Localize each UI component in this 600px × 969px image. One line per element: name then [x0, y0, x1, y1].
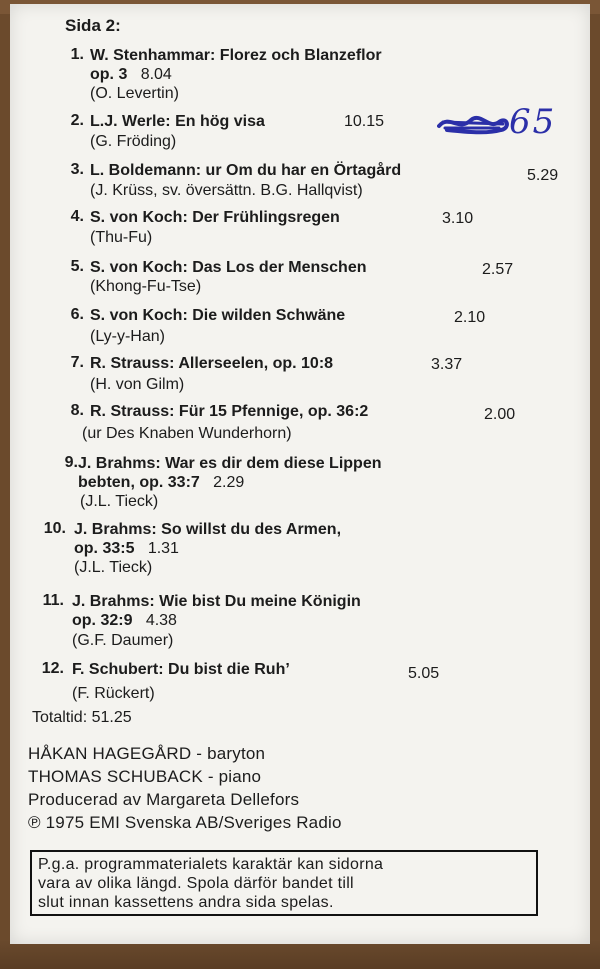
track-title: R. Strauss: Für 15 Pfennige, op. 36:2 — [90, 403, 369, 420]
track-poet: (ur Des Knaben Wunderhorn) — [82, 425, 292, 442]
track-poet: (G. Fröding) — [90, 133, 177, 150]
track-number: 6. — [70, 306, 84, 323]
track-number: 5. — [70, 258, 84, 275]
track-poet: (F. Rückert) — [72, 685, 155, 702]
track-duration: 5.05 — [408, 665, 440, 682]
track-duration: 8.04 — [140, 66, 172, 83]
track-poet: (J. Krüss, sv. översättn. B.G. Hallqvist) — [90, 182, 363, 199]
track-title: L. Boldemann: ur Om du har en Örtagård — [90, 162, 402, 179]
handwritten-price-annotation — [437, 102, 577, 146]
notice-line: P.g.a. programmaterialets karaktär kan sidorna — [38, 856, 384, 873]
track-opus: op. 32:9 — [72, 612, 133, 629]
handwritten-price: 65 — [509, 102, 557, 142]
track-number: 1. — [70, 46, 84, 63]
notice-line: vara av olika längd. Spola därför bandet till — [38, 875, 354, 892]
track-title: S. von Koch: Der Frühlingsregen — [90, 209, 340, 226]
track-duration: 4.38 — [145, 612, 177, 629]
track-poet: (Khong-Fu-Tse) — [90, 278, 202, 295]
track-title: J. Brahms: So willst du des Armen, — [74, 521, 342, 538]
copyright-line: ℗ 1975 EMI Svenska AB/Sveriges Radio — [28, 813, 342, 832]
track-opus: bebten, op. 33:7 — [78, 474, 200, 491]
track-duration: 5.29 — [527, 167, 559, 184]
track-duration: 10.15 — [344, 113, 385, 130]
track-number: 2. — [70, 112, 84, 129]
track-duration: 3.10 — [442, 210, 474, 227]
track-duration: 2.57 — [482, 261, 514, 278]
track-title-cont — [74, 540, 179, 558]
track-number: 10. — [43, 520, 66, 537]
track-title: J. Brahms: War es dir dem diese Lippen — [78, 455, 382, 472]
track-poet: (G.F. Daumer) — [72, 632, 174, 649]
track-duration: 3.37 — [431, 356, 463, 373]
credit-baritone: HÅKAN HAGEGÅRD - baryton — [28, 744, 266, 763]
track-number: 9. — [64, 454, 78, 471]
track-number: 11. — [42, 592, 64, 609]
track-title: W. Stenhammar: Florez och Blanzeflor — [90, 47, 382, 64]
track-number: 4. — [70, 208, 84, 225]
credit-pianist: THOMAS SCHUBACK - piano — [28, 767, 262, 786]
track-poet: (J.L. Tieck) — [80, 493, 159, 510]
track-poet: (Ly-y-Han) — [90, 328, 165, 345]
track-opus: op. 33:5 — [74, 540, 135, 557]
track-title-cont — [72, 612, 177, 630]
track-duration: 2.29 — [213, 474, 245, 491]
track-number: 7. — [70, 354, 84, 371]
track-title-cont — [78, 474, 244, 492]
wood-background-bottom — [0, 940, 600, 969]
track-title: J. Brahms: Wie bist Du meine Königin — [72, 593, 361, 610]
credit-producer: Producerad av Margareta Dellefors — [28, 790, 300, 809]
track-duration: 1.31 — [147, 540, 179, 557]
track-number: 8. — [70, 402, 84, 419]
track-number: 12. — [41, 660, 64, 677]
track-opus: op. 3 — [90, 66, 128, 83]
track-number: 3. — [70, 161, 84, 178]
track-title: R. Strauss: Allerseelen, op. 10:8 — [90, 355, 334, 372]
track-title-cont — [90, 66, 172, 84]
track-poet: (O. Levertin) — [90, 85, 179, 102]
total-time: Totaltid: 51.25 — [32, 709, 132, 726]
notice-box — [30, 850, 538, 916]
track-title: S. von Koch: Die wilden Schwäne — [90, 307, 346, 324]
track-poet: (J.L. Tieck) — [74, 559, 153, 576]
side-heading: Sida 2: — [65, 16, 121, 35]
track-title: L.J. Werle: En hög visa — [90, 113, 265, 130]
track-title: S. von Koch: Das Los der Menschen — [90, 259, 367, 276]
track-poet: (Thu-Fu) — [90, 229, 153, 246]
notice-line: slut innan kassettens andra sida spelas. — [38, 894, 334, 911]
track-duration: 2.10 — [454, 309, 486, 326]
track-title: F. Schubert: Du bist die Ruh’ — [72, 661, 290, 678]
track-poet: (H. von Gilm) — [90, 376, 185, 393]
cassette-insert-card — [10, 4, 590, 944]
track-duration: 2.00 — [484, 406, 516, 423]
